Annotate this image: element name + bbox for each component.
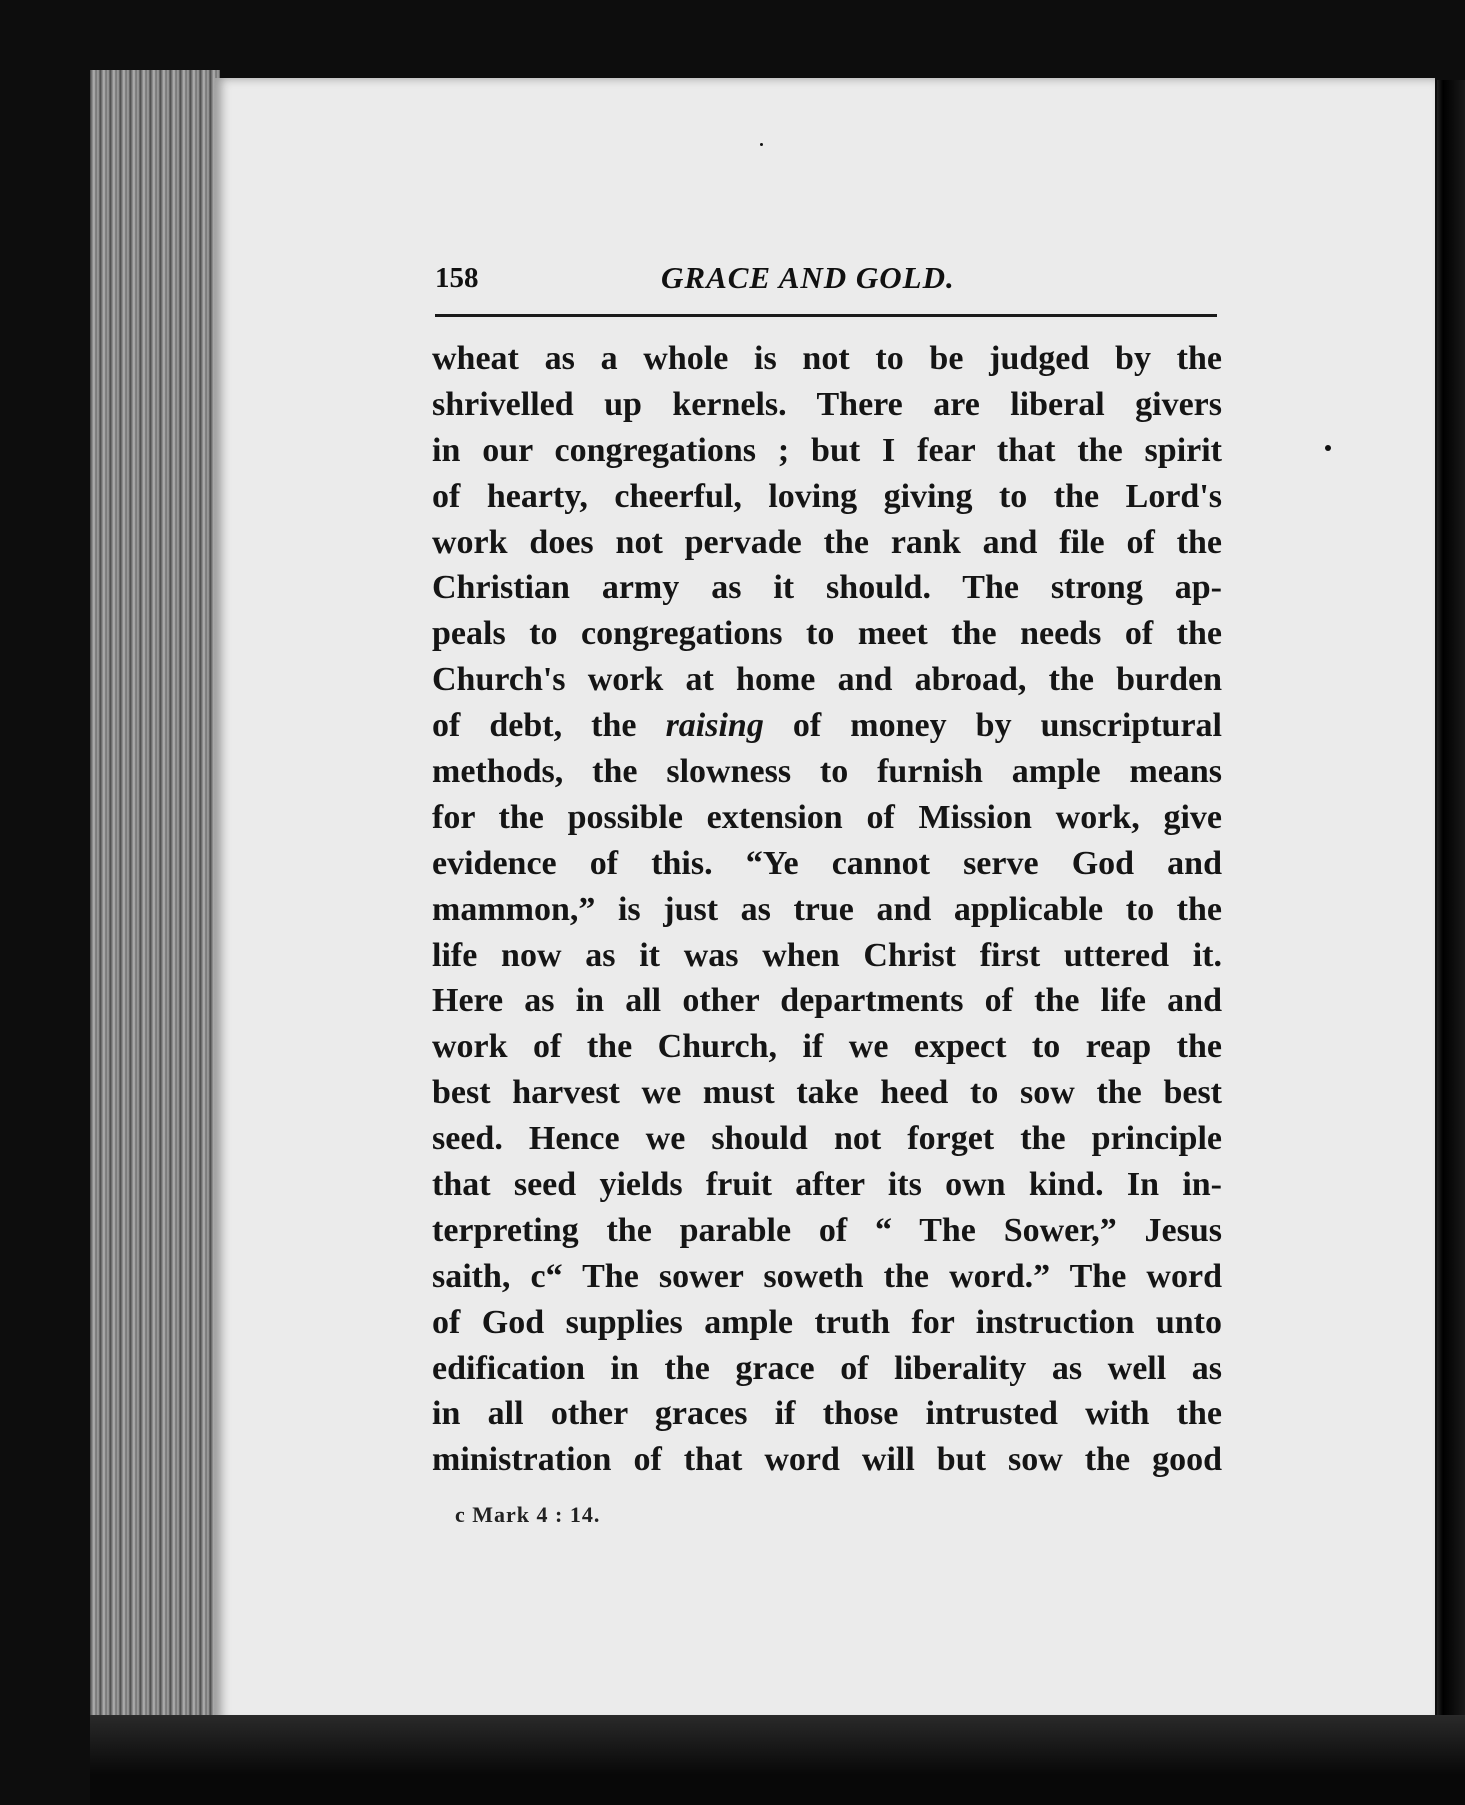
- footnote: c Mark 4 : 14.: [455, 1502, 601, 1527]
- text-line: of hearty, cheerful, loving giving to the Lord's: [432, 477, 1222, 515]
- scan-speck: [760, 143, 763, 146]
- text-line: ministration of that word will but sow the good: [432, 1441, 1222, 1479]
- text-line: edification in the grace of liberality as well as: [432, 1349, 1222, 1387]
- text-line-with-italic: of debt, the raising of money by unscriptural: [432, 707, 1222, 745]
- text-line: in our congregations ; but I fear that the spirit: [432, 431, 1222, 469]
- page-number: 158: [435, 262, 479, 294]
- text-line: that seed yields fruit after its own kind. In in-: [432, 1166, 1222, 1204]
- italic-word: raising: [665, 707, 764, 745]
- text-line: life now as it was when Christ first uttered it.: [432, 936, 1222, 974]
- text-line: terpreting the parable of “ The Sower,” Jesus: [432, 1211, 1222, 1249]
- text-line: seed. Hence we should not forget the principle: [432, 1120, 1222, 1158]
- text-line: work does not pervade the rank and file of the: [432, 523, 1222, 561]
- text-line: mammon,” is just as true and applicable to the: [432, 890, 1222, 928]
- text-line: evidence of this. “Ye cannot serve God and: [432, 844, 1222, 882]
- page-header: [435, 262, 1217, 314]
- text-line: Here as in all other departments of the life and: [432, 982, 1222, 1020]
- text-line: Christian army as it should. The strong ap-: [432, 569, 1222, 607]
- scan-bottom-shadow: [90, 1715, 1465, 1805]
- text-line: saith, c“ The sower soweth the word.” The word: [432, 1257, 1222, 1295]
- running-title: GRACE AND GOLD.: [661, 260, 955, 295]
- header-rule: [435, 314, 1217, 317]
- text-line: of God supplies ample truth for instruction unto: [432, 1303, 1222, 1341]
- book-page-edges: [90, 70, 220, 1730]
- body-text: [432, 336, 1222, 1483]
- text-line: shrivelled up kernels. There are liberal givers: [432, 385, 1222, 423]
- text-line: for the possible extension of Mission work, give: [432, 798, 1222, 836]
- text-line: methods, the slowness to furnish ample means: [432, 753, 1222, 791]
- text-line: best harvest we must take heed to sow the best: [432, 1074, 1222, 1112]
- text-line: work of the Church, if we expect to reap the: [432, 1028, 1222, 1066]
- text-line: wheat as a whole is not to be judged by the: [432, 340, 1222, 377]
- text-line: peals to congregations to meet the needs of the: [432, 615, 1222, 653]
- text-line: Church's work at home and abroad, the burden: [432, 661, 1222, 699]
- text-line: in all other graces if those intrusted with the: [432, 1395, 1222, 1433]
- book-right-edge: [1437, 80, 1465, 1735]
- scan-speck: [1325, 445, 1331, 451]
